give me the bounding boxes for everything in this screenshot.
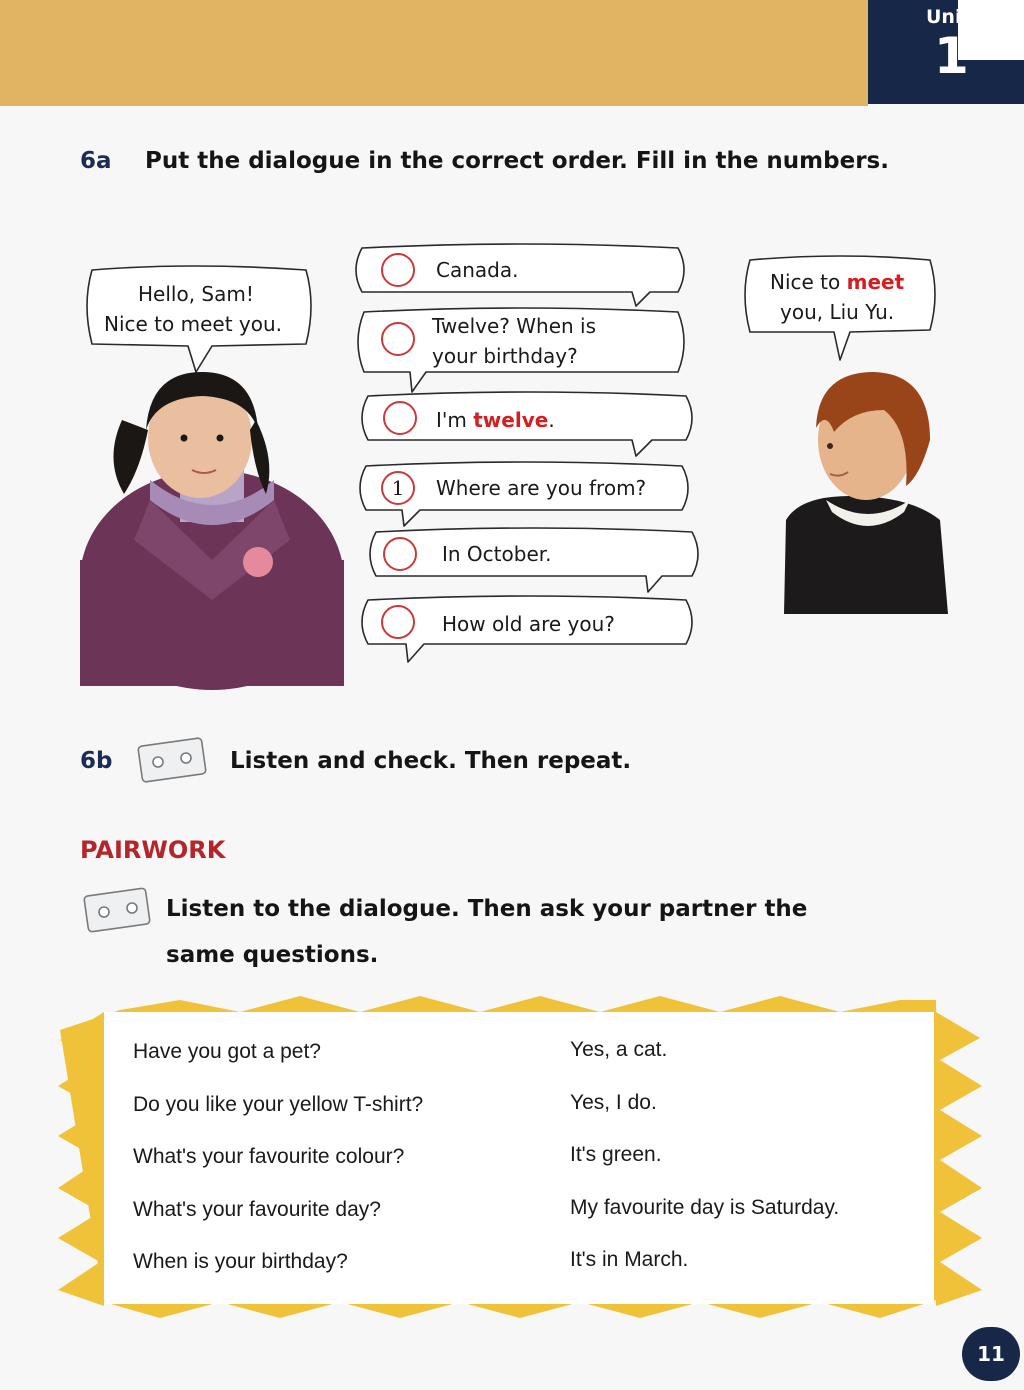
- exercise-6b-number: 6b: [80, 748, 113, 774]
- pairwork-question: What's your favourite day?: [133, 1198, 381, 1221]
- pairwork-question: When is your birthday?: [133, 1250, 348, 1273]
- pairwork-question: Do you like your yellow T-shirt?: [133, 1093, 424, 1116]
- dialogue-line-twelve-when-2: your birthday?: [432, 344, 578, 368]
- pairwork-answer: It's in March.: [570, 1248, 689, 1271]
- exercise-6b-instruction: Listen and check. Then repeat.: [230, 748, 632, 774]
- page-number: 11: [962, 1327, 1020, 1381]
- unit-number: 1: [934, 27, 969, 85]
- unit-label: Uni: [926, 6, 962, 28]
- pairwork-answer: My favourite day is Saturday.: [570, 1196, 840, 1219]
- exercise-6a-number: 6a: [80, 148, 112, 174]
- boy-speech-line2: you, Liu Yu.: [780, 300, 895, 324]
- pairwork-answer: Yes, a cat.: [570, 1038, 668, 1061]
- cassette-icon-pairwork: [84, 888, 150, 932]
- dialogue-line-october: In October.: [442, 542, 552, 566]
- boy-speech-line1: Nice to meet: [770, 270, 905, 294]
- pairwork-instruction-line2: same questions.: [166, 942, 379, 968]
- cassette-icon-6b: [138, 738, 206, 783]
- boy-illustration: [784, 372, 948, 614]
- girl-speech-line1: Hello, Sam!: [138, 282, 254, 306]
- dialogue-line-canada: Canada.: [436, 258, 519, 282]
- pairwork-instruction-line1: Listen to the dialogue. Then ask your partner the: [166, 896, 808, 922]
- dialogue-line-where-from: Where are you from?: [436, 476, 647, 500]
- answer-circle-where-from[interactable]: 1: [381, 471, 415, 505]
- pairwork-answer: Yes, I do.: [570, 1091, 657, 1114]
- exercise-6a-instruction: Put the dialogue in the correct order. Fill in the numbers.: [145, 148, 889, 174]
- girl-speech-line2: Nice to meet you.: [104, 312, 283, 336]
- pairwork-question: Have you got a pet?: [133, 1040, 321, 1063]
- answer-circle-twelve-when[interactable]: [381, 322, 415, 356]
- dialogue-line-im-twelve: I'm twelve.: [436, 408, 555, 432]
- pairwork-question: What's your favourite colour?: [133, 1145, 405, 1168]
- answer-circle-how-old[interactable]: [381, 605, 415, 639]
- answer-circle-october[interactable]: [383, 537, 417, 571]
- girl-illustration: [80, 372, 344, 690]
- answer-circle-im-twelve[interactable]: [383, 401, 417, 435]
- dialogue-line-how-old: How old are you?: [442, 612, 615, 636]
- answer-circle-canada[interactable]: [381, 253, 415, 287]
- pairwork-title: PAIRWORK: [80, 836, 226, 864]
- dialogue-line-twelve-when-1: Twelve? When is: [432, 314, 597, 338]
- pairwork-answer: It's green.: [570, 1143, 662, 1166]
